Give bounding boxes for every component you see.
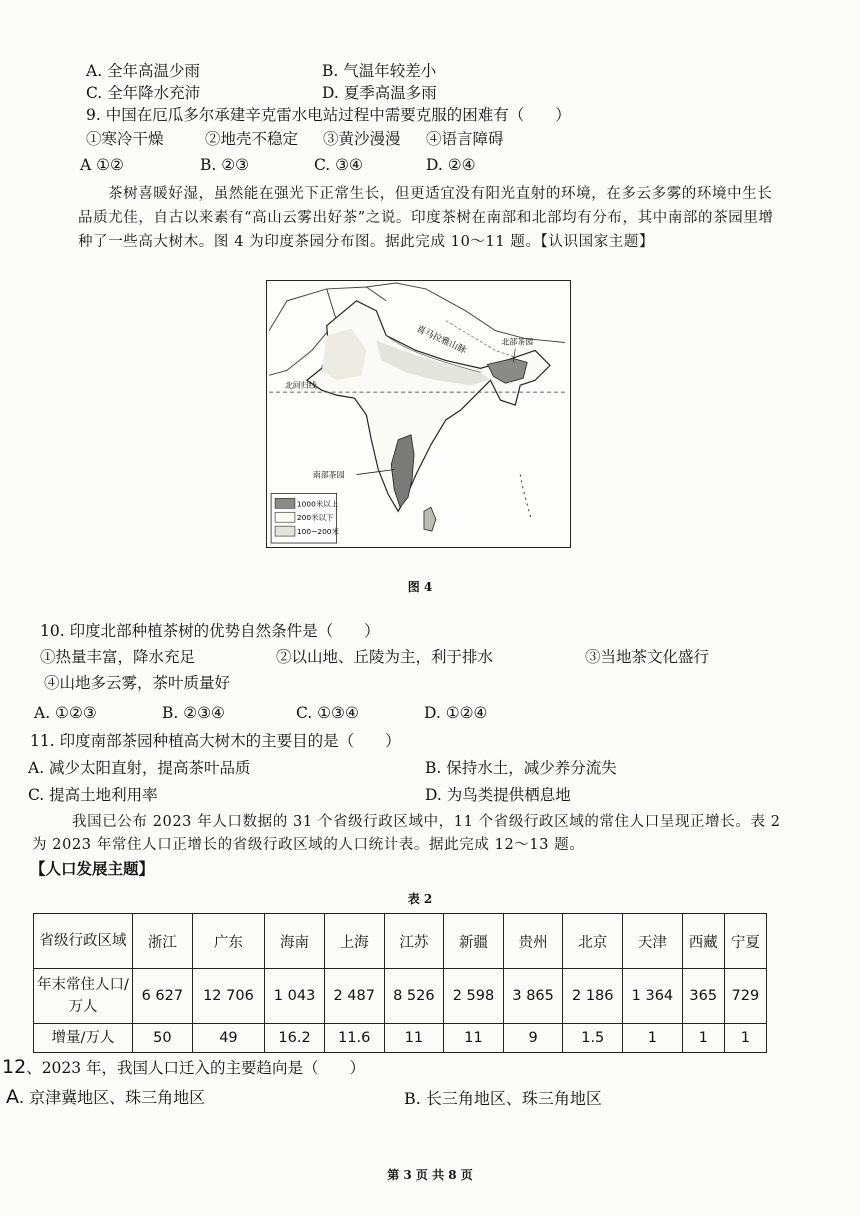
province-cell: 江苏 (384, 914, 444, 969)
province-cell: 贵州 (503, 914, 563, 969)
population-theme-tag: 【人口发展主题】 (30, 859, 155, 878)
legend-1000m: 1000米以上 (296, 499, 339, 509)
province-cell: 宁夏 (724, 914, 766, 969)
province-cell: 海南 (265, 914, 325, 969)
increase-cell: 1 (724, 1024, 766, 1053)
q8-option-a: A. 全年高温少雨 (86, 62, 201, 80)
q9-item-1: ①寒冷干燥 (86, 130, 164, 148)
q11-option-b: B. 保持水土，减少养分流失 (425, 759, 617, 777)
population-cell: 3 865 (503, 969, 563, 1024)
population-cell: 6 627 (133, 969, 193, 1024)
page-footer: 第 3 页 共 8 页 (387, 1168, 473, 1182)
legend-100-200m: 100~200米 (296, 527, 339, 537)
q9-item-4: ④语言障碍 (426, 130, 504, 148)
q10-item-2: ②以山地、丘陵为主，利于排水 (276, 648, 494, 666)
province-cell: 北京 (563, 914, 623, 969)
q12-option-a-text: . 京津冀地区、珠三角地区 (19, 1088, 206, 1107)
q12-number: 12 (2, 1056, 27, 1078)
population-cell: 8 526 (384, 969, 444, 1024)
q12-stem: 、2023 年，我国人口迁入的主要趋向是（ ） (26, 1059, 366, 1077)
province-cell: 广东 (192, 914, 265, 969)
q10-option-a: A. ①②③ (34, 704, 97, 722)
q11-option-c: C. 提高土地利用率 (28, 786, 158, 804)
q10-item-3: ③当地茶文化盛行 (585, 648, 710, 666)
q9-stem: 9. 中国在厄瓜多尔承建辛克雷水电站过程中需要克服的困难有（ ） (86, 106, 571, 124)
q12-option-a-letter: A (6, 1086, 19, 1108)
legend-200m: 200米以下 (296, 513, 334, 523)
table-row (34, 1024, 767, 1053)
q11-option-d: D. 为鸟类提供栖息地 (425, 786, 571, 804)
increase-cell: 50 (133, 1024, 193, 1053)
q12-option-a (6, 1086, 205, 1109)
increase-cell: 1.5 (563, 1024, 623, 1053)
province-cell: 西藏 (682, 914, 724, 969)
increase-cell: 49 (192, 1024, 265, 1053)
increase-cell: 1 (682, 1024, 724, 1053)
population-passage: 我国已公布 2023 年人口数据的 31 个省级行政区域中，11 个省级行政区域的常住人口呈现正增长。表 2 为 2023 年常住人口正增长的省级行政区域的人口统计表。据此完成 12～13 题。 (32, 814, 781, 853)
province-cell: 上海 (324, 914, 384, 969)
q12-option-b: B. 长三角地区、珠三角地区 (404, 1089, 602, 1108)
increase-cell: 9 (503, 1024, 563, 1053)
q9-option-b: B. ②③ (200, 156, 250, 174)
himalaya-label: 喜马拉雅山脉 (414, 324, 468, 356)
province-cell: 浙江 (133, 914, 193, 969)
india-tea-map (266, 280, 571, 548)
population-cell: 2 598 (444, 969, 504, 1024)
q10-stem: 10. 印度北部种植茶树的优势自然条件是（ ） (40, 622, 380, 640)
increase-cell: 11 (444, 1024, 504, 1053)
province-cell: 天津 (623, 914, 683, 969)
population-cell: 2 487 (324, 969, 384, 1024)
population-cell: 2 186 (563, 969, 623, 1024)
q9-option-a: A ①② (80, 156, 124, 174)
q8-option-b: B. 气温年较差小 (322, 62, 437, 80)
q9-item-2: ②地壳不稳定 (205, 130, 299, 148)
table-row (34, 969, 767, 1024)
q11-option-a: A. 减少太阳直射，提高茶叶品质 (28, 759, 251, 777)
q8-option-d: D. 夏季高温多雨 (322, 84, 437, 102)
q10-option-c: C. ①③④ (296, 704, 359, 722)
increase-label: 增量/万人 (34, 1024, 133, 1053)
population-table (33, 913, 767, 1053)
province-cell: 新疆 (444, 914, 504, 969)
table2-caption: 表 2 (407, 892, 433, 906)
north-garden-label: 北部茶园 (501, 337, 534, 347)
q9-option-d: D. ②④ (426, 156, 476, 174)
tea-passage: 茶树喜暖好湿，虽然能在强光下正常生长，但更适宜没有阳光直射的环境，在多云多雾的环境中生长品质尤佳，自古以来素有“高山云雾出好茶”之说。印度茶树在南部和北部均有分布，其中南部的茶园里增种了一些高大树木。图 4 为印度茶园分布图。据此完成 10～11 题。【认识国家主题】 (78, 186, 774, 250)
q11-stem: 11. 印度南部茶园种植高大树木的主要目的是（ ） (30, 732, 401, 750)
increase-cell: 1 (623, 1024, 683, 1053)
table-header-row (34, 914, 767, 969)
increase-cell: 16.2 (265, 1024, 325, 1053)
q10-item-4: ④山地多云雾，茶叶质量好 (44, 674, 231, 692)
population-cell: 365 (682, 969, 724, 1024)
south-garden-label: 南部茶园 (312, 470, 345, 480)
figure4-caption: 图 4 (407, 580, 433, 594)
header-label: 省级行政区域 (34, 914, 133, 969)
q8-option-c: C. 全年降水充沛 (86, 84, 201, 102)
q9-item-3: ③黄沙漫漫 (323, 130, 401, 148)
population-cell: 1 364 (623, 969, 683, 1024)
q10-option-d: D. ①②④ (424, 704, 488, 722)
population-cell: 1 043 (265, 969, 325, 1024)
population-cell: 729 (724, 969, 766, 1024)
increase-cell: 11.6 (324, 1024, 384, 1053)
population-label: 年末常住人口/万人 (34, 969, 133, 1024)
q10-option-b: B. ②③④ (162, 704, 225, 722)
q10-item-1: ①热量丰富，降水充足 (40, 648, 196, 666)
q12-stem-line (2, 1056, 365, 1079)
tropic-label: 北回归线 (285, 381, 317, 391)
population-cell: 12 706 (192, 969, 265, 1024)
q9-option-c: C. ③④ (314, 156, 363, 174)
increase-cell: 11 (384, 1024, 444, 1053)
